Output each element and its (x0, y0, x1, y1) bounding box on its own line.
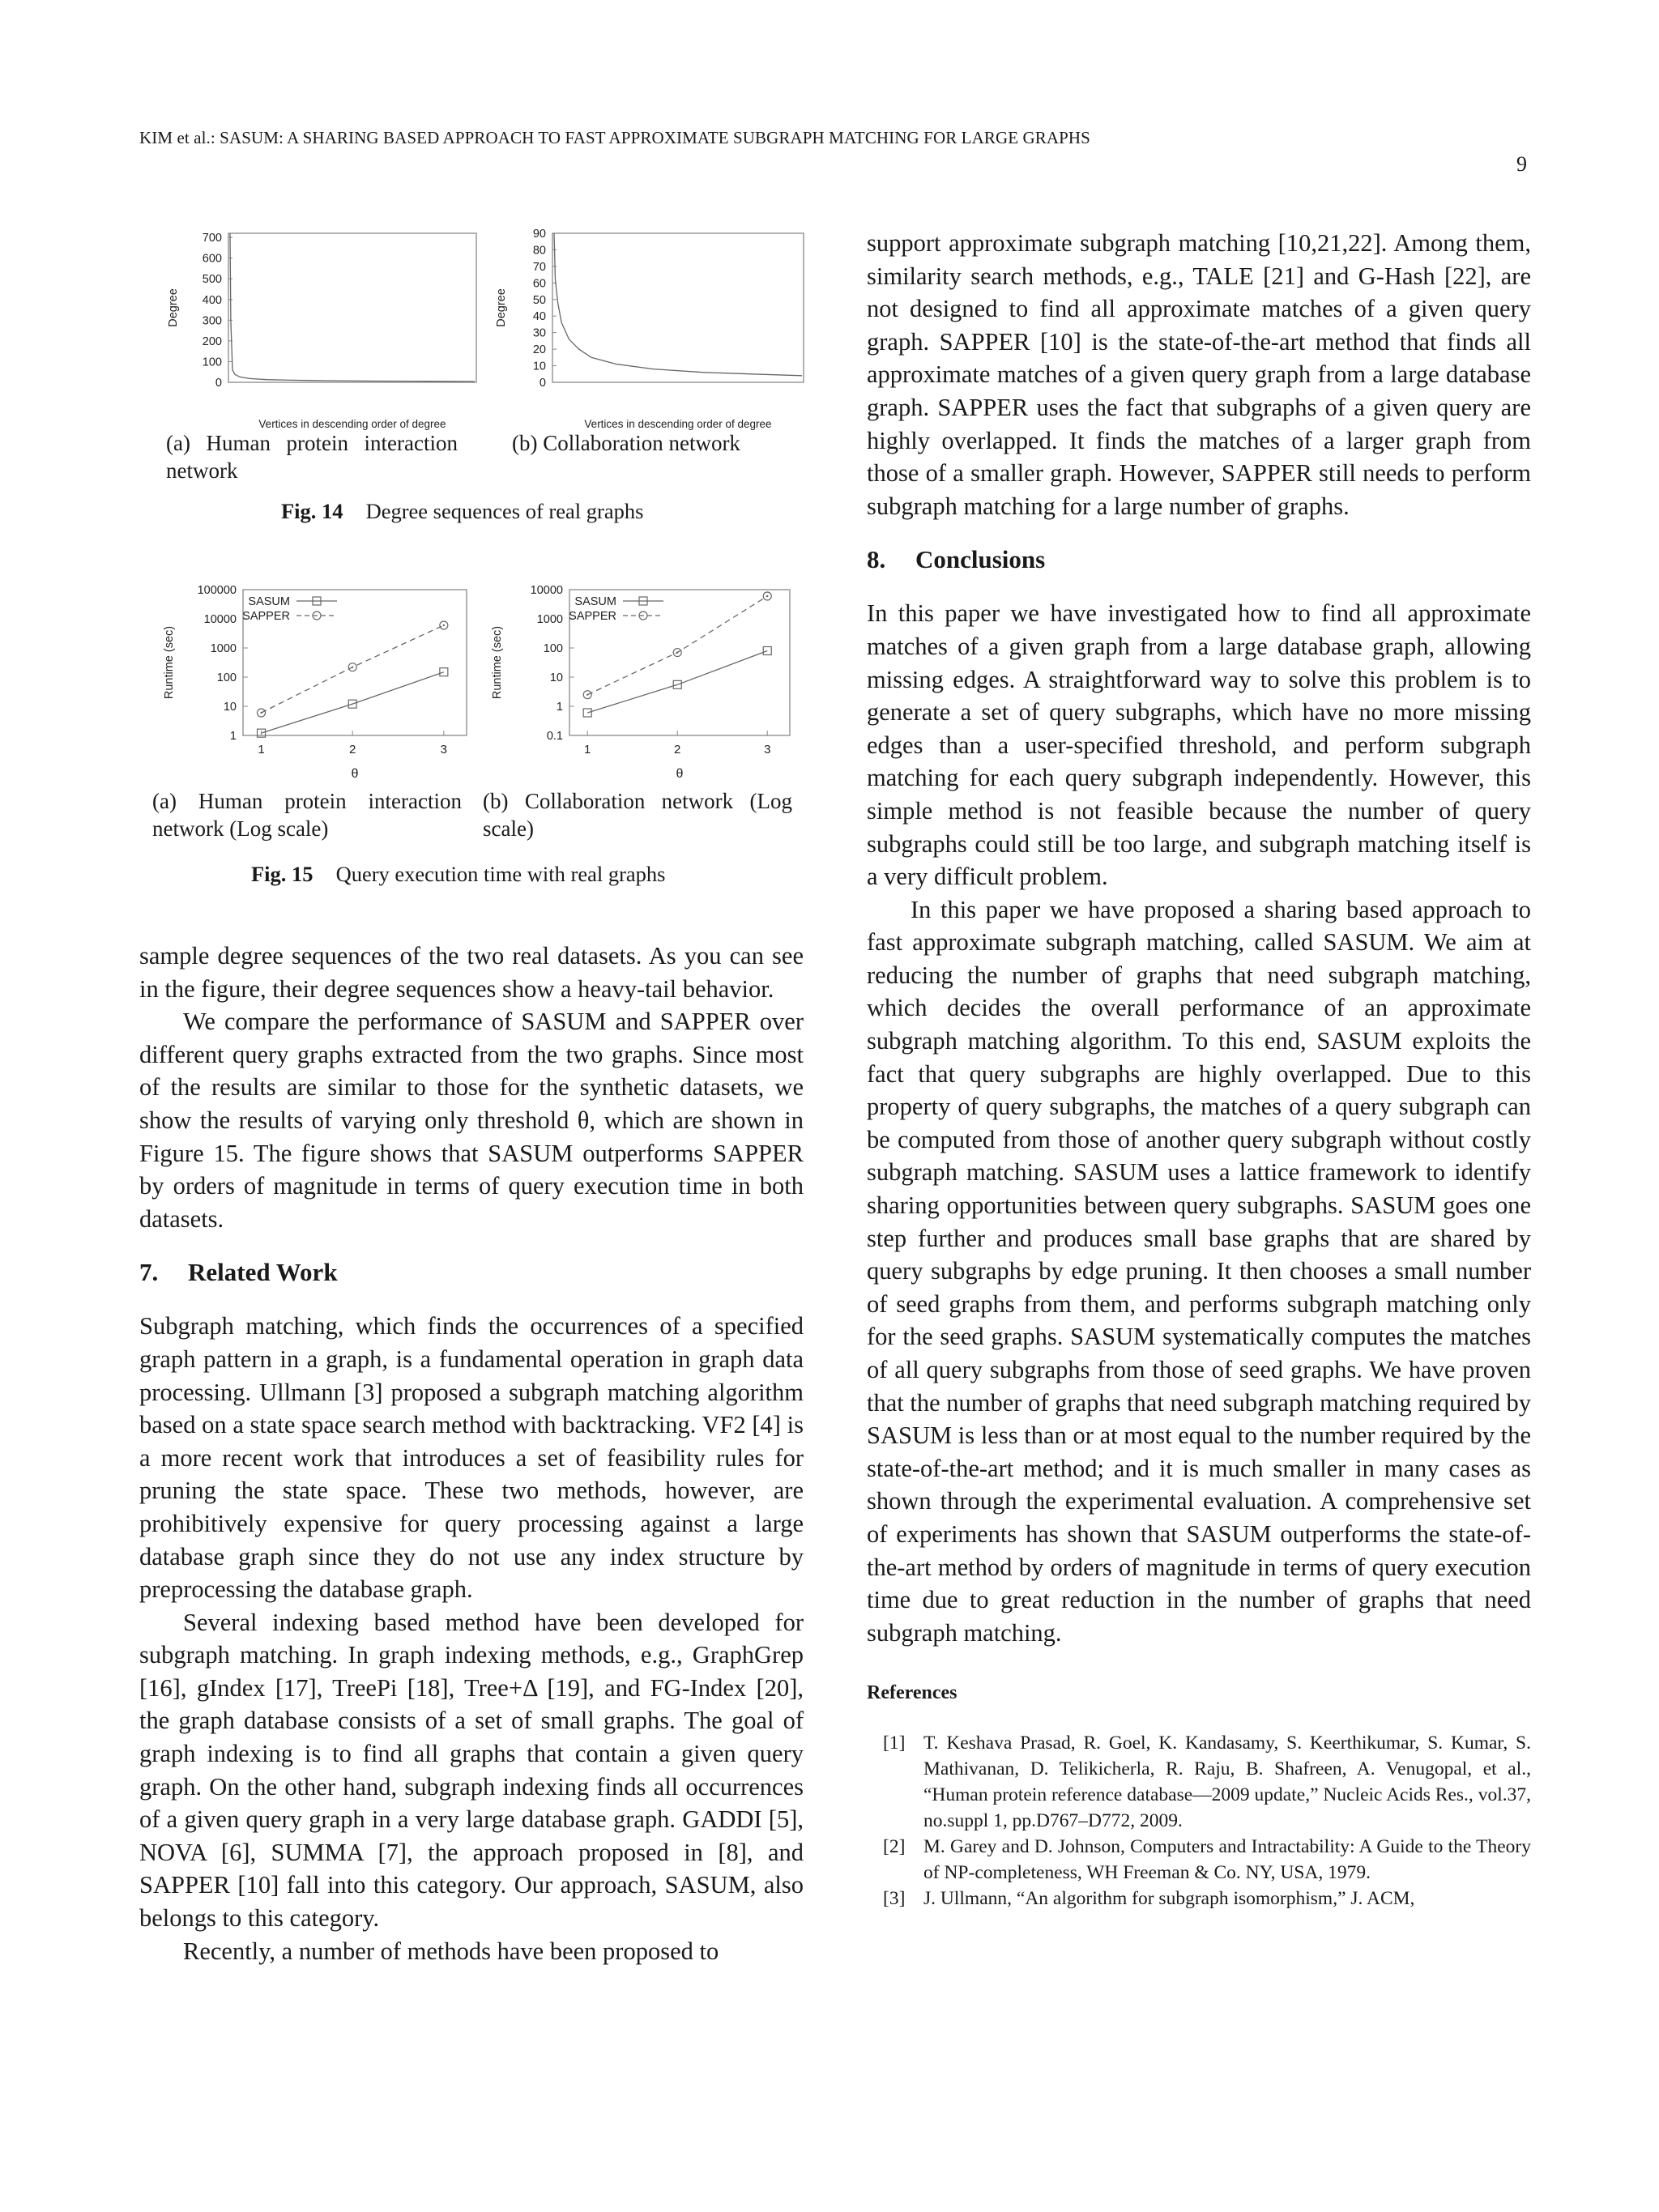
y-axis-label: Degree (495, 288, 508, 327)
y-tick-label: 0 (215, 377, 222, 390)
y-tick-label: 10 (223, 701, 237, 714)
y-tick-label: 70 (532, 260, 546, 274)
y-tick-label: 10000 (530, 584, 563, 597)
data-point-center (352, 666, 353, 667)
x-tick-label: 3 (440, 743, 448, 757)
y-tick-label: 10000 (203, 613, 237, 626)
fig15-caption (251, 862, 666, 887)
data-point-center (586, 693, 588, 695)
fig15-caption-text: Query execution time with real graphs (335, 862, 666, 886)
fig14a-chart (162, 228, 486, 431)
fig15-label: Fig. 15 (251, 862, 313, 886)
x-axis-label: Vertices in descending order of degree (258, 418, 446, 430)
y-tick-label: 20 (532, 343, 546, 357)
section-number: 7. (139, 1258, 159, 1287)
section-heading-conclusions (867, 543, 1531, 576)
y-tick-label: 90 (532, 228, 546, 241)
right-column (867, 227, 1531, 1912)
paragraph: Subgraph matching, which finds the occurrences of a specified graph pattern in a graph, is a fundamental operation in graph data processing. Ullmann [3] proposed a subgraph matching algorithm based on a state space search method with backtracking. VF2 [4] is a more recent work that introduces a set of feasibility rules for pruning the state space. These two methods, however, are prohibitively expensive for query processing against a large database graph since they do not use any index structure by preprocessing the database graph. (139, 1312, 804, 1604)
y-tick-label: 200 (202, 335, 222, 348)
section-title: Conclusions (915, 545, 1046, 574)
legend-label: SAPPER (569, 610, 616, 623)
series-line-sasum (262, 672, 444, 733)
paragraph: Recently, a number of methods have been proposed to (183, 1937, 719, 1965)
reference-text: J. Ullmann, “An algorithm for subgraph isomorphism,” J. ACM, (923, 1888, 1415, 1910)
legend-label: SASUM (574, 595, 616, 608)
y-tick-label: 600 (202, 252, 222, 266)
reference-list (867, 1730, 1531, 1912)
y-tick-label: 100 (543, 642, 563, 655)
y-tick-label: 0 (539, 377, 546, 390)
y-tick-label: 40 (532, 310, 546, 324)
fig14b-chart (490, 228, 806, 431)
data-point-center (676, 651, 678, 653)
y-tick-label: 50 (532, 293, 546, 307)
paragraph: In this paper we have investigated how to find all approximate matches of a given graph from a large database graph, allowing missing edges. A straightforward way to solve this problem is to generate a set of query subgraphs, which have no more missing edges than a user-specified threshold, and perform subgraph matching for each query subgraph independently. However, this simple method is not feasible because the number of query subgraphs could still be too large, and subgraph matching itself is a very difficult problem. (867, 599, 1531, 891)
plot-frame (228, 233, 476, 382)
fig14-label: Fig. 14 (281, 499, 343, 523)
y-tick-label: 80 (532, 244, 546, 258)
degree-line (230, 233, 475, 381)
x-axis-label: θ (676, 767, 684, 781)
y-tick-label: 100 (216, 671, 237, 684)
y-tick-label: 1 (229, 730, 237, 743)
left-column (139, 940, 804, 1967)
data-point-center (766, 595, 768, 597)
reference-text: M. Garey and D. Johnson, Computers and Intractability: A Guide to the Theory of NP-completeness, WH Freeman & Co. NY, USA, 1979. (923, 1836, 1531, 1884)
data-point-sasum (763, 646, 771, 654)
fig14-caption-text: Degree sequences of real graphs (365, 499, 644, 523)
x-tick-label: 2 (349, 743, 356, 757)
legend-label: SAPPER (242, 610, 290, 623)
reference-item (867, 1834, 1531, 1886)
y-tick-label: 100000 (197, 584, 237, 597)
paragraph: Several indexing based method have been developed for subgraph matching. In graph indexing methods, e.g., GraphGrep [16], gIndex [17], TreePi [18], Tree+Δ [19], and FG-Index [20], the graph database consists of a set of small graphs. The goal of graph indexing is to find all graphs that contain a given query graph. On the other hand, subgraph indexing finds all occurrences of a given query graph in a very large database graph. GADDI [5], NOVA [6], SUMMA [7], the approach proposed in [8], and SAPPER [10] fall into this category. Our approach, SASUM, also belongs to this category. (139, 1608, 804, 1933)
fig15b-subcaption: (b) Collaboration network (Log scale) (483, 789, 792, 841)
paragraph: We compare the performance of SASUM and SAPPER over different query graphs extracted from the two graphs. Since most of the results are similar to those for the synthetic datasets, we show the results of varying only threshold θ, which are shown in Figure 15. The figure shows that SASUM outperforms SAPPER by orders of magnitude in terms of query execution time in both datasets. (139, 1008, 804, 1233)
paragraph: support approximate subgraph matching [10,21,22]. Among them, similarity search methods, e.g., TALE [21] and G-Hash [22], are not designed to find all approximate matches of a given query graph. SAPPER [10] is the state-of-the-art method that finds all approximate matches of a given query graph from a large database graph. SAPPER uses the fact that subgraphs of a given query are highly overlapped. It finds the matches of a larger graph from those of a smaller graph. However, SAPPER still needs to perform subgraph matching for a large number of graphs. (867, 229, 1531, 520)
reference-item (867, 1730, 1531, 1834)
paragraph: In this paper we have proposed a sharing based approach to fast approximate subgraph matching, called SASUM. We aim at reducing the number of graphs that need subgraph matching, which decides the overall performance of an approximate subgraph matching algorithm. To this end, SASUM exploits the fact that query subgraphs are highly overlapped. Due to this property of query subgraphs, the matches of a query subgraph can be computed from those of another query subgraph without costly subgraph matching. SASUM uses a lattice framework to identify sharing opportunities between query subgraphs. SASUM goes one step further and produces small base graphs that are shared by query subgraphs by edge pruning. It then chooses a small number of seed graphs from them, and performs subgraph matching only for the seed graphs. SASUM systematically computes the matches of all query subgraphs from those of seed graphs. We have proven that the number of graphs that need subgraph matching required by SASUM is less than or at most equal to the number required by the state-of-the-art method; and it is much smaller in many cases as shown through the experimental evaluation. A comprehensive set of experiments has shown that SASUM outperforms the state-of-the-art method by orders of magnitude in terms of query execution time due to great reduction in the number of graphs that need subgraph matching. (867, 895, 1531, 1647)
fig14a-subcaption: (a) Human protein interaction network (166, 431, 458, 483)
y-tick-label: 30 (532, 326, 546, 340)
references-heading: References (867, 1682, 957, 1704)
running-header: KIM et al.: SASUM: A SHARING BASED APPROACH TO FAST APPROXIMATE SUBGRAPH MATCHING FOR LARGE GRAPHS (139, 128, 1090, 147)
y-tick-label: 10 (532, 360, 546, 373)
y-tick-label: 700 (202, 232, 222, 245)
paragraph: sample degree sequences of the two real datasets. As you can see in the figure, their degree sequences show a heavy-tail behavior. (139, 942, 804, 1003)
y-tick-label: 1000 (536, 613, 563, 626)
section-heading-related-work (139, 1256, 804, 1289)
reference-number: [1] (883, 1733, 906, 1754)
y-axis-label: Runtime (sec) (491, 625, 504, 700)
y-tick-label: 0.1 (546, 730, 563, 743)
plot-frame (552, 233, 804, 382)
data-point-sasum (440, 668, 448, 676)
x-tick-label: 3 (764, 743, 771, 757)
reference-number: [2] (883, 1836, 906, 1858)
page-number: 9 (1516, 152, 1527, 176)
legend-label: SASUM (248, 595, 290, 608)
reference-text: T. Keshava Prasad, R. Goel, K. Kandasamy, S. Keerthikumar, S. Kumar, S. Mathivanan, D. Telikicherla, R. Raju, B. Shafreen, A. Venugopal, et al., “Human protein reference database—2009 update,” Nucleic Acids Res., vol.37, no.suppl 1, pp.D767–D772, 2009. (923, 1733, 1531, 1832)
section-number: 8. (867, 545, 886, 574)
y-tick-label: 500 (202, 273, 222, 287)
x-axis-label: Vertices in descending order of degree (584, 418, 772, 430)
y-tick-label: 100 (202, 356, 222, 369)
fig14-caption (281, 499, 643, 524)
x-axis-label: θ (351, 767, 359, 781)
x-tick-label: 1 (258, 743, 265, 757)
reference-number: [3] (883, 1888, 906, 1910)
y-tick-label: 400 (202, 293, 222, 307)
x-tick-label: 2 (674, 743, 681, 757)
y-tick-label: 10 (549, 671, 563, 684)
data-point-center (260, 712, 262, 714)
fig15a-subcaption: (a) Human protein interaction network (Log scale) (152, 789, 462, 841)
reference-item (867, 1886, 1531, 1912)
fig14b-subcaption: (b) Collaboration network (512, 431, 740, 455)
y-tick-label: 1 (556, 701, 563, 714)
y-tick-label: 60 (532, 277, 546, 291)
data-point-center (443, 624, 445, 626)
y-axis-label: Runtime (sec) (163, 625, 176, 700)
fig15a-chart (154, 583, 478, 794)
section-title: Related Work (188, 1258, 338, 1287)
fig15b-chart (482, 583, 806, 794)
degree-line (554, 233, 802, 376)
x-tick-label: 1 (584, 743, 591, 757)
y-axis-label: Degree (167, 288, 180, 327)
y-tick-label: 300 (202, 314, 222, 328)
y-tick-label: 1000 (210, 642, 237, 655)
